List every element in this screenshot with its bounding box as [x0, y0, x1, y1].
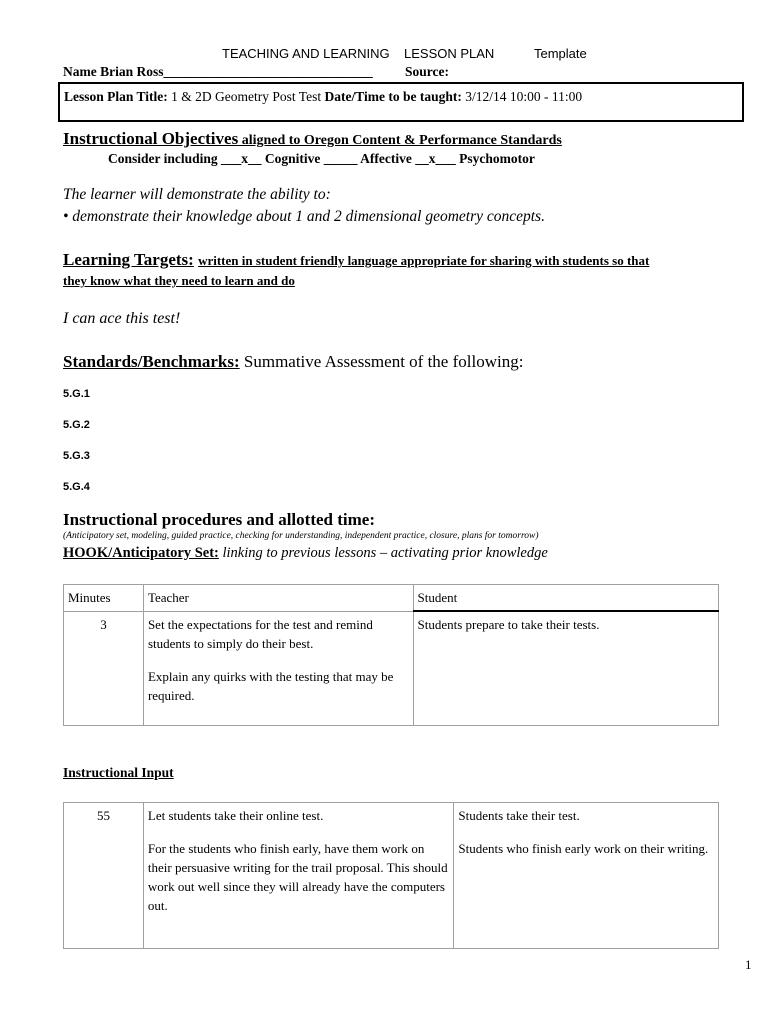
minutes-cell: 55 — [64, 803, 144, 949]
teacher-text: Explain any quirks with the testing that may be required. — [147, 668, 394, 703]
student-text: Students take their test. — [458, 808, 580, 823]
standard-item: 5.G.2 — [63, 419, 90, 431]
learning-targets-desc: written in student friendly language appropriate for sharing with students so that — [198, 253, 650, 268]
objectives-heading — [63, 129, 562, 149]
instructional-input-table — [63, 802, 719, 949]
hook-line — [63, 545, 548, 562]
teacher-cell — [143, 611, 413, 726]
table-row — [64, 611, 719, 726]
instructional-input-heading: Instructional Input — [63, 765, 174, 780]
learning-target-statement: I can ace this test! — [63, 310, 181, 327]
objectives-consider-line: Consider including ___x__ Cognitive _____ Affective __x___ Psychomotor — [108, 151, 535, 166]
header-template: Template — [534, 46, 587, 61]
header-minutes: Minutes — [64, 585, 144, 612]
hook-desc: linking to previous lessons – activating prior knowledge — [218, 545, 548, 561]
standard-item: 5.G.1 — [63, 388, 90, 400]
learning-targets-title: Learning Targets: — [63, 250, 194, 269]
lesson-title-line — [64, 89, 582, 105]
learner-bullet: • demonstrate their knowledge about 1 and 2 dimensional geometry concepts. — [63, 208, 545, 225]
student-cell — [454, 803, 719, 949]
learning-targets-heading — [63, 250, 649, 270]
procedures-heading: Instructional procedures and allotted time: — [63, 510, 375, 529]
student-cell: Students prepare to take their tests. — [413, 611, 718, 726]
header-teaching-and-learning: TEACHING AND LEARNING — [222, 46, 390, 61]
page-number: 1 — [745, 957, 752, 972]
learner-intro: The learner will demonstrate the ability to: — [63, 186, 331, 203]
objectives-title: Instructional Objectives — [63, 129, 239, 148]
table-row — [64, 803, 719, 949]
header-lesson-plan: LESSON PLAN — [404, 46, 495, 61]
teacher-cell — [143, 803, 454, 949]
student-text: Students who finish early work on their writing. — [458, 841, 709, 856]
name-field: Name Brian Ross_______________________________ — [63, 64, 373, 79]
standards-desc: Summative Assessment of the following: — [239, 352, 524, 371]
hook-label: HOOK/Anticipatory Set: — [63, 545, 219, 561]
teacher-text: Set the expectations for the test and remind students to simply do their best. — [147, 616, 373, 651]
date-time-value: 3/12/14 10:00 - 11:00 — [461, 89, 583, 104]
standards-title: Standards/Benchmarks: — [63, 352, 240, 371]
standard-item: 5.G.3 — [63, 450, 90, 462]
header-teacher: Teacher — [143, 585, 413, 612]
teacher-text: For the students who finish early, have them work on their persuasive writing for the trail proposal. This should work out well since they will already have the computers out. — [147, 841, 448, 913]
standards-heading — [63, 352, 523, 372]
header-student: Student — [413, 585, 718, 612]
teacher-text: Let students take their online test. — [147, 808, 324, 823]
standard-item: 5.G.4 — [63, 481, 90, 493]
lesson-title-label: Lesson Plan Title: — [64, 89, 168, 104]
date-time-label: Date/Time to be taught: — [324, 89, 462, 104]
procedures-subtitle: (Anticipatory set, modeling, guided practice, checking for understanding, independent practice, closure, plans for tomorrow) — [63, 531, 539, 541]
minutes-cell: 3 — [64, 611, 144, 726]
learning-targets-desc-line2: they know what they need to learn and do — [63, 273, 295, 288]
hook-table — [63, 584, 719, 726]
lesson-title-value: 1 & 2D Geometry Post Test — [167, 89, 325, 104]
objectives-subtitle: aligned to Oregon Content & Performance Standards — [238, 133, 562, 148]
source-label: Source: — [405, 64, 449, 79]
table-header-row — [64, 585, 719, 612]
